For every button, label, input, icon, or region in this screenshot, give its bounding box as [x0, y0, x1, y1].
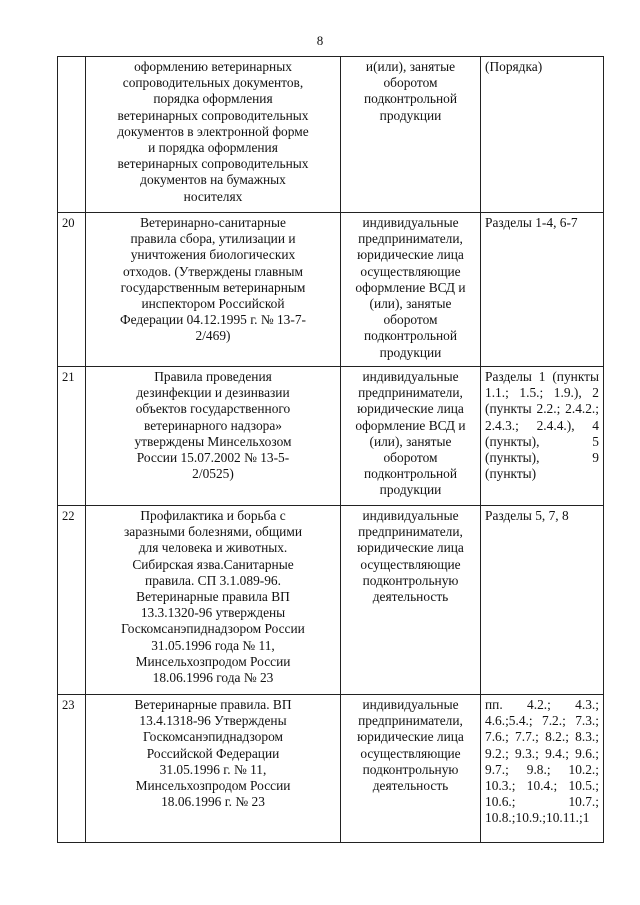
document-cell: [86, 695, 341, 843]
subjects-line: (или), занятые: [369, 296, 452, 312]
scope-cell: пп. 4.2.; 4.3.; 4.6.;5.4.; 7.2.; 7.3.; 7.6.; 7.7.; 8.2.; 8.3.; 9.2.; 9.3.; 9.4.; 9.6.; 9.7.; 9.8.; 10.2.; 10.3.; 10.4.; 10.5.; 10.6.; 10.7.; 10.8.;10.9.;10.11.;1: [481, 695, 604, 843]
document-line: Ветеринарные правила. ВП: [134, 697, 292, 712]
document-line: оформлению ветеринарных: [134, 59, 292, 74]
subjects-line: оформление ВСД и: [355, 417, 466, 433]
row-number: [58, 57, 86, 213]
document-cell: [86, 506, 341, 695]
subjects-line: юридические лица: [357, 247, 464, 263]
document-line: правила сбора, утилизации и: [130, 231, 296, 247]
document-line: Ветеринарные правила ВП: [136, 589, 290, 605]
subjects-line: индивидуальные: [362, 697, 459, 712]
document-line: 31.05.1996 г. № 11,: [159, 761, 267, 777]
subjects-line: оформление ВСД и: [355, 279, 466, 295]
document-line: носителях: [183, 188, 243, 204]
subjects-line: осуществляющие: [360, 263, 461, 279]
document-line: Профилактика и борьба с: [140, 508, 286, 523]
subjects-line: продукции: [379, 344, 442, 360]
subjects-line: подконтрольной: [363, 328, 458, 344]
document-line: ветеринарных сопроводительных: [117, 156, 309, 172]
document-line: Минсельхозпродом России: [135, 653, 291, 669]
table-row: [58, 57, 604, 213]
subjects-line: подконтрольную: [362, 572, 459, 588]
document-line: и порядка оформления: [148, 140, 278, 156]
document-line: Российской Федерации: [146, 745, 280, 761]
subjects-line: индивидуальные: [362, 215, 459, 230]
document-line: Минсельхозпродом России: [135, 778, 291, 794]
subjects-line: юридические лица: [357, 540, 464, 556]
document-line: 2/469): [195, 328, 231, 344]
subjects-cell: [341, 213, 481, 367]
document-line: 18.06.1996 г. № 23: [161, 794, 265, 810]
document-line: государственным ветеринарным: [120, 279, 306, 295]
document-cell: [86, 57, 341, 213]
subjects-line: предприниматели,: [358, 524, 463, 540]
document-line: Ветеринарно-санитарные: [140, 215, 286, 230]
document-line: Госкомсанэпиднадзором России: [121, 621, 305, 637]
subjects-line: предприниматели,: [358, 231, 463, 247]
document-line: отходов. (Утверждены главным: [123, 263, 303, 279]
document-line: утверждены Минсельхозом: [134, 433, 292, 449]
subjects-line: юридические лица: [357, 729, 464, 745]
document-line: 13.4.1318-96 Утверждены: [139, 713, 287, 729]
document-line: документов на бумажных: [140, 172, 286, 188]
document-line: правила. СП 3.1.089-96.: [145, 572, 281, 588]
subjects-cell: [341, 506, 481, 695]
subjects-line: подконтрольной: [363, 466, 458, 482]
document-line: Федерации 04.12.1995 г. № 13-7-: [120, 312, 306, 328]
document-line: инспектором Российской: [141, 296, 285, 312]
subjects-line: деятельность: [372, 778, 449, 794]
row-number: 20: [58, 213, 86, 367]
document-line: 2/0525): [192, 466, 234, 482]
subjects-line: осуществляющие: [360, 745, 461, 761]
subjects-cell: [341, 57, 481, 213]
table-row: [58, 506, 604, 695]
document-line: для человека и животных.: [138, 540, 288, 556]
document-line: уничтожения биологических: [130, 247, 296, 263]
subjects-line: подконтрольной: [363, 91, 458, 107]
subjects-line: продукции: [379, 107, 442, 123]
subjects-line: предприниматели,: [358, 385, 463, 401]
subjects-cell: [341, 367, 481, 506]
document-cell: [86, 367, 341, 506]
document-line: ветеринарного надзора»: [143, 417, 283, 433]
subjects-line: подконтрольную: [362, 761, 459, 777]
row-number: 22: [58, 506, 86, 695]
document-line: дезинфекции и дезинвазии: [136, 385, 290, 401]
subjects-line: оборотом: [383, 312, 438, 328]
subjects-line: юридические лица: [357, 401, 464, 417]
subjects-line: индивидуальные: [362, 369, 459, 384]
subjects-line: оборотом: [383, 75, 438, 91]
scope-cell: Разделы 1 (пункты 1.1.; 1.5.; 1.9.), 2 (пункты 2.2.; 2.4.2.; 2.4.3.; 2.4.4.), 4 (пункты), 5 (пункты), 9 (пункты): [481, 367, 604, 506]
subjects-line: осуществляющие: [360, 556, 461, 572]
subjects-line: оборотом: [383, 450, 438, 466]
table-row: [58, 367, 604, 506]
subjects-line: индивидуальные: [362, 508, 459, 523]
subjects-line: деятельность: [372, 589, 449, 605]
document-line: 13.3.1320-96 утверждены: [140, 605, 286, 621]
subjects-line: и(или), занятые: [365, 59, 456, 74]
document-line: заразными болезнями, общими: [123, 524, 302, 540]
table-row: [58, 213, 604, 367]
document-line: 31.05.1996 года № 11,: [151, 637, 275, 653]
table-row: [58, 695, 604, 843]
scope-cell: Разделы 5, 7, 8: [481, 506, 604, 695]
row-number: 21: [58, 367, 86, 506]
regulations-table: [57, 56, 604, 843]
document-cell: [86, 213, 341, 367]
document-line: документов в электронной форме: [117, 123, 309, 139]
document-line: объектов государственного: [135, 401, 291, 417]
document-line: России 15.07.2002 № 13-5-: [136, 450, 290, 466]
document-line: сопроводительных документов,: [122, 75, 304, 91]
document-line: порядка оформления: [153, 91, 273, 107]
document-line: 18.06.1996 года № 23: [152, 670, 274, 686]
subjects-line: продукции: [379, 482, 442, 498]
scope-cell: (Порядка): [481, 57, 604, 213]
document-line: Правила проведения: [154, 369, 272, 384]
row-number: 23: [58, 695, 86, 843]
subjects-line: (или), занятые: [369, 433, 452, 449]
scope-cell: Разделы 1-4, 6-7: [481, 213, 604, 367]
subjects-cell: [341, 695, 481, 843]
subjects-line: предприниматели,: [358, 713, 463, 729]
page-number: 8: [316, 33, 324, 48]
document-line: ветеринарных сопроводительных: [117, 107, 309, 123]
document-line: Сибирская язва.Санитарные: [132, 556, 294, 572]
document-line: Госкомсанэпиднадзором: [143, 729, 283, 745]
